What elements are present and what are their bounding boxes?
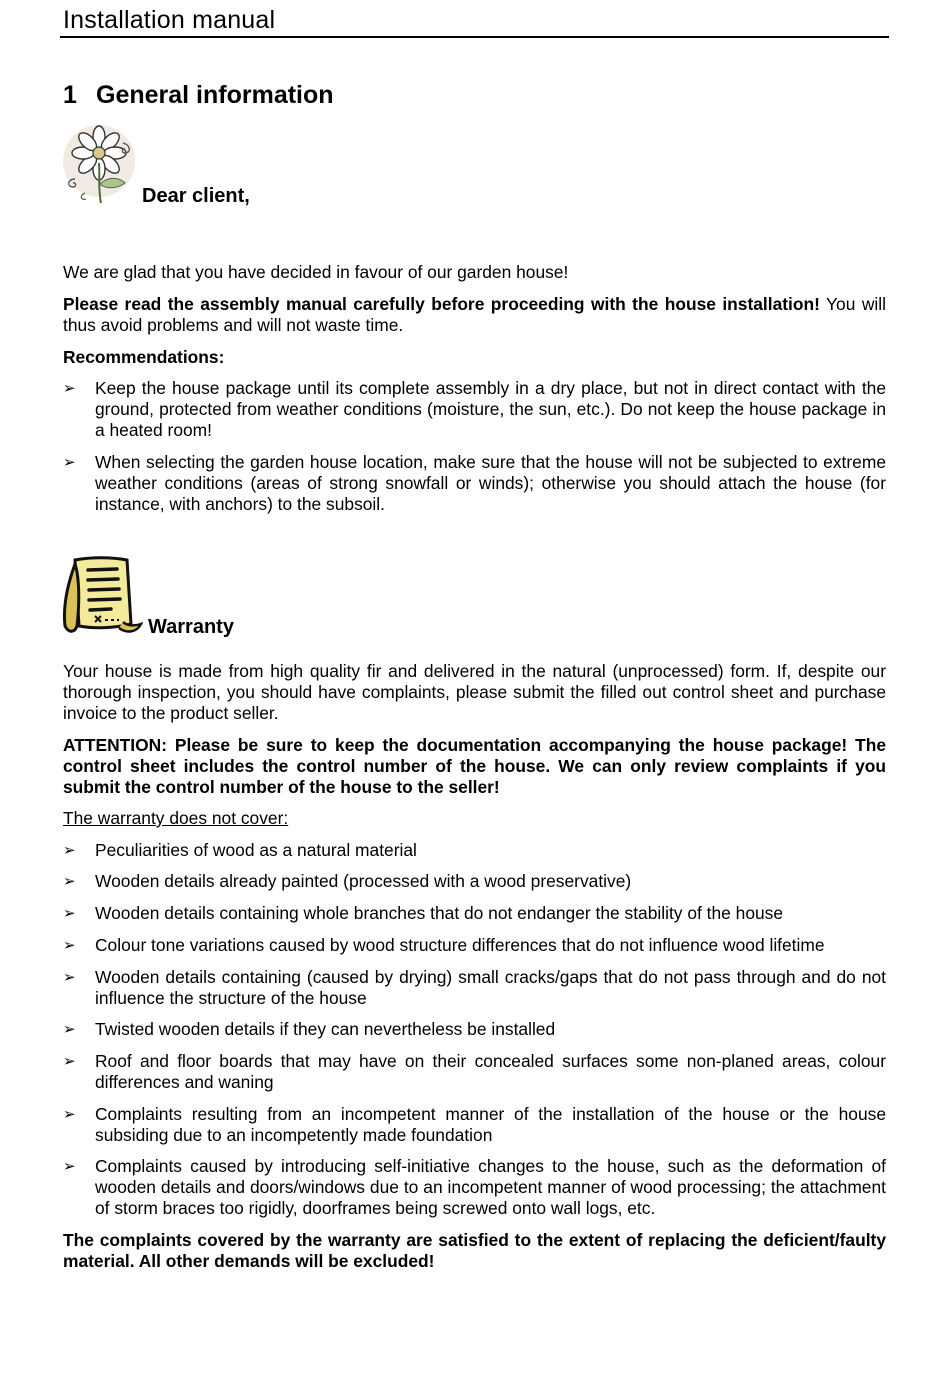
bullet-arrow-icon: ➢: [63, 1106, 76, 1123]
list-item: ➢ Roof and floor boards that may have on their concealed surfaces some non-planed areas, colour differences and waning: [63, 1051, 886, 1092]
list-item: ➢ Colour tone variations caused by wood structure differences that do not influence wood lifetime: [63, 935, 825, 955]
bullet-arrow-icon: ➢: [63, 1158, 76, 1175]
list-item: ➢ Peculiarities of wood as a natural material: [63, 840, 417, 860]
header-title: Installation manual: [63, 6, 276, 34]
list-item: ➢ Complaints caused by introducing self-initiative changes to the house, such as the deformation of wooden details and doors/windows due to an incompetent manner of wood processing; the attachment of storm braces too rigidly, doorframes being screwed onto wall logs, etc.: [63, 1156, 886, 1218]
recommendations-title: Recommendations:: [63, 347, 225, 367]
bullet-arrow-icon: ➢: [63, 905, 76, 922]
intro-paragraph: We are glad that you have decided in favour of our garden house!: [63, 262, 569, 282]
closing-paragraph: The complaints covered by the warranty are satisfied to the extent of replacing the deficient/faulty material. All other demands will be excluded!: [63, 1230, 886, 1271]
list-item: ➢ Twisted wooden details if they can nevertheless be installed: [63, 1019, 556, 1039]
bullet-arrow-icon: ➢: [63, 937, 76, 954]
list-item: ➢ When selecting the garden house location, make sure that the house will not be subjected to extreme weather conditions (areas of strong snowfall or winds); otherwise you should attach the house (for instance, with anchors) to the subsoil.: [63, 452, 886, 514]
not-cover-title: The warranty does not cover:: [63, 808, 289, 828]
bullet-arrow-icon: ➢: [63, 380, 76, 397]
bullet-arrow-icon: ➢: [63, 842, 76, 859]
warranty-heading: Warranty: [148, 616, 234, 638]
flower-icon: [61, 123, 137, 205]
read-notice-rest: You will thus avoid problems and will not waste time.: [63, 294, 886, 335]
greeting-heading: Dear client,: [142, 185, 250, 207]
read-notice-paragraph: [63, 294, 886, 336]
bullet-arrow-icon: ➢: [63, 873, 76, 890]
section-title: General information: [96, 81, 334, 109]
list-item: ➢ Keep the house package until its complete assembly in a dry place, but not in direct contact with the ground, protected from weather conditions (moisture, the sun, etc.). Do not keep the house package in a heated room!: [63, 378, 886, 440]
read-notice-bold: Please read the assembly manual carefully before proceeding with the house installation!: [63, 294, 820, 314]
scroll-icon: [61, 556, 143, 636]
section-heading: [63, 79, 334, 111]
warranty-intro: Your house is made from high quality fir and delivered in the natural (unprocessed) form. If, despite our thorough inspection, you should have complaints, please submit the filled out control sheet and purchase invoice to the product seller.: [63, 661, 886, 723]
list-item: ➢ Complaints resulting from an incompetent manner of the installation of the house or the house subsiding due to an incompetently made foundation: [63, 1104, 886, 1145]
bullet-arrow-icon: ➢: [63, 454, 76, 471]
attention-paragraph: ATTENTION: Please be sure to keep the documentation accompanying the house package! The control sheet includes the control number of the house. We can only review complaints if you submit the control number of the house to the seller!: [63, 735, 886, 797]
list-item: ➢ Wooden details containing whole branches that do not endanger the stability of the house: [63, 903, 784, 923]
bullet-arrow-icon: ➢: [63, 1053, 76, 1070]
section-number: 1: [63, 81, 77, 109]
list-item: ➢ Wooden details already painted (processed with a wood preservative): [63, 871, 632, 891]
bullet-arrow-icon: ➢: [63, 1021, 76, 1038]
header-rule: [60, 36, 889, 38]
list-item: ➢ Wooden details containing (caused by drying) small cracks/gaps that do not pass through and do not influence the structure of the house: [63, 967, 886, 1008]
bullet-arrow-icon: ➢: [63, 969, 76, 986]
